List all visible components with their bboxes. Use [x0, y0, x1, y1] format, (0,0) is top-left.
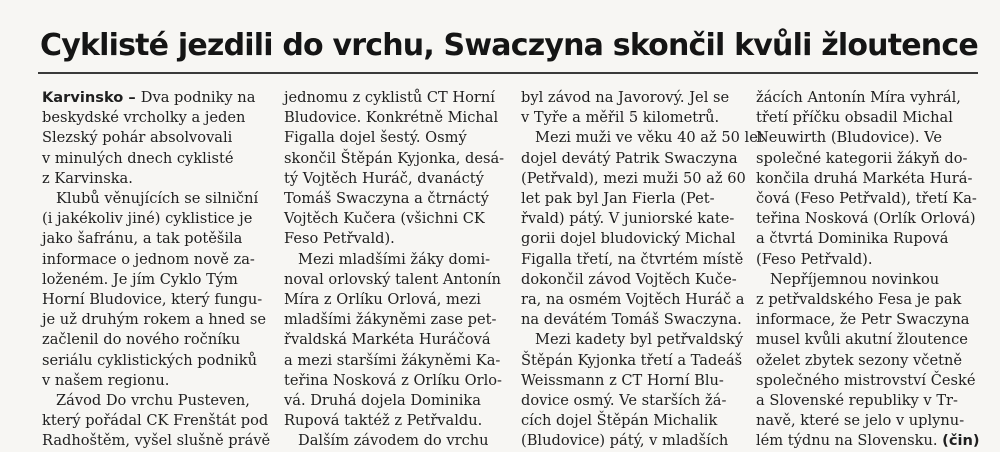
- line-text: Dva podniky na: [140, 89, 256, 106]
- line-text: Dalším závodem do vrchu: [298, 432, 489, 450]
- text-line: [42, 250, 270, 270]
- line-text: (Feso Petřvald).: [756, 250, 873, 268]
- headline-rule: [38, 72, 978, 74]
- line-text: v našem regionu.: [42, 371, 170, 389]
- line-text: dojel devátý Patrik Swaczyna: [521, 149, 738, 167]
- line-text: mladšími žákyněmi zase pet-: [284, 311, 497, 329]
- text-line: [756, 189, 980, 209]
- text-line: [42, 149, 270, 169]
- line-text: je už druhým rokem a hned se: [42, 311, 266, 329]
- text-line: [756, 169, 980, 189]
- dateline: Karvinsko –: [42, 89, 141, 106]
- text-line: [42, 431, 270, 451]
- line-text: Weissmann z CT Horní Blu-: [521, 371, 724, 389]
- article-paragraph: [521, 128, 764, 330]
- line-text: v Tyře a měřil 5 kilometrů.: [521, 109, 720, 127]
- line-text: jednomu z cyklistů CT Horní: [284, 89, 495, 106]
- line-text: gorii dojel bludovický Michal: [521, 230, 736, 248]
- line-text: lém týdnu na Slovensku.: [756, 432, 943, 450]
- line-text: společné kategorii žákyň do-: [756, 149, 968, 167]
- line-text: beskydské vrcholky a jeden: [42, 109, 246, 127]
- column-2: [284, 88, 504, 452]
- text-line: [284, 149, 504, 169]
- text-line: [521, 128, 764, 148]
- line-text: Figalla třetí, na čtvrtém místě: [521, 250, 744, 268]
- line-text: navě, které se jelo v uplynu-: [756, 412, 965, 430]
- line-text: Figalla dojel šestý. Osmý: [284, 129, 467, 147]
- line-text: a čtvrtá Dominika Rupová: [756, 230, 949, 248]
- article-paragraph: [42, 189, 270, 391]
- text-line: [521, 411, 764, 431]
- text-line: [284, 431, 504, 451]
- text-line: [42, 128, 270, 148]
- line-text: noval orlovský talent Antonín: [284, 270, 501, 288]
- line-text: (Petřvald), mezi muži 50 až 60: [521, 169, 746, 187]
- line-text: skončil Štěpán Kyjonka, desá-: [284, 149, 505, 167]
- line-text: Mezi muži ve věku 40 až 50 let: [535, 129, 764, 147]
- line-text: loženém. Je jím Cyklo Tým: [42, 270, 238, 288]
- text-line: [756, 229, 980, 249]
- text-line: [756, 411, 980, 431]
- line-text: Nepříjemnou novinkou: [770, 270, 940, 288]
- article-paragraph: [756, 270, 980, 432]
- text-line: [284, 310, 504, 330]
- line-text: a mezi staršími žákyněmi Ka-: [284, 351, 501, 369]
- line-text: Mezi kadety byl petřvaldský: [535, 331, 744, 349]
- line-text: řvald) pátý. V juniorské kate-: [521, 210, 735, 228]
- text-line: [521, 351, 764, 371]
- line-text: cích dojel Štěpán Michalik: [521, 412, 718, 430]
- text-line: [284, 371, 504, 391]
- line-text: Míra z Orlíku Orlová, mezi: [284, 291, 481, 309]
- line-text: dovice osmý. Ve starších žá-: [521, 392, 727, 410]
- text-line: [756, 431, 980, 451]
- line-text: na devátém Tomáš Swaczyna.: [521, 311, 742, 329]
- text-line: [521, 431, 764, 451]
- text-line: [521, 149, 764, 169]
- text-line: [284, 351, 504, 371]
- line-text: čová (Feso Petřvald), třetí Ka-: [756, 190, 977, 208]
- line-text: (Bludovice) pátý, v mladších: [521, 432, 729, 450]
- text-line: [42, 351, 270, 371]
- line-text: Rupová taktéž z Petřvaldu.: [284, 412, 483, 430]
- column-3: [521, 88, 764, 452]
- text-line: [756, 391, 980, 411]
- line-text: byl závod na Javorový. Jel se: [521, 89, 730, 106]
- text-line: [42, 270, 270, 290]
- text-line: [284, 88, 504, 108]
- text-line: [521, 169, 764, 189]
- text-line: [284, 229, 504, 249]
- line-text: vá. Druhá dojela Dominika: [284, 392, 481, 410]
- text-line: [284, 411, 504, 431]
- line-text: Feso Petřvald).: [284, 230, 395, 248]
- line-text: (i jakékoliv jiné) cyklistice je: [42, 210, 253, 228]
- text-line: [42, 108, 270, 128]
- text-line: [521, 330, 764, 350]
- text-line: [756, 310, 980, 330]
- text-line: [42, 189, 270, 209]
- line-text: teřina Nosková z Orlíku Orlo-: [284, 371, 502, 389]
- text-line: [284, 270, 504, 290]
- text-line: [521, 108, 764, 128]
- article-paragraph: [284, 88, 504, 250]
- text-line: [756, 351, 980, 371]
- text-line: [756, 290, 980, 310]
- line-text: seriálu cyklistických podniků: [42, 351, 258, 369]
- text-line: [521, 270, 764, 290]
- article-paragraph: [284, 431, 504, 451]
- text-line: [756, 330, 980, 350]
- line-text: ra, na osmém Vojtěch Huráč a: [521, 291, 745, 309]
- line-text: Mezi mladšími žáky domi-: [298, 250, 491, 268]
- line-text: Tomáš Swaczyna a čtrnáctý: [284, 190, 489, 208]
- text-line: [521, 290, 764, 310]
- line-text: který pořádal CK Frenštát pod: [42, 412, 269, 430]
- line-text: tý Vojtěch Huráč, dvanáctý: [284, 169, 484, 187]
- article-paragraph: [284, 250, 504, 432]
- text-line: [756, 149, 980, 169]
- line-text: Klubů věnujících se silniční: [56, 190, 259, 208]
- text-line: [521, 250, 764, 270]
- line-text: v minulých dnech cyklisté: [42, 149, 234, 167]
- text-line: [756, 128, 980, 148]
- text-line: [42, 411, 270, 431]
- text-line: [521, 391, 764, 411]
- text-line: [521, 371, 764, 391]
- line-text: Vojtěch Kučera (všichni CK: [284, 210, 485, 228]
- text-line: [521, 88, 764, 108]
- article-paragraph: [42, 391, 270, 452]
- text-line: [284, 189, 504, 209]
- line-text: teřina Nosková (Orlík Orlová): [756, 210, 976, 228]
- line-text: Horní Bludovice, který fungu-: [42, 291, 263, 309]
- line-text: a Slovenské republiky v Tr-: [756, 392, 958, 410]
- line-text: Bludovice. Konkrétně Michal: [284, 109, 499, 127]
- text-line: [42, 88, 270, 108]
- text-line: [756, 108, 980, 128]
- line-text: let pak byl Jan Fierla (Pet-: [521, 190, 715, 208]
- line-text: Radhoštěm, vyšel slušně právě: [42, 432, 271, 450]
- article-paragraph: [756, 431, 980, 451]
- article-paragraph: [756, 88, 980, 270]
- line-text: Štěpán Kyjonka třetí a Tadeáš: [521, 351, 743, 369]
- article-paragraph: [42, 88, 270, 189]
- text-line: [521, 189, 764, 209]
- text-line: [284, 330, 504, 350]
- text-line: [42, 209, 270, 229]
- line-text: třetí příčku obsadil Michal: [756, 109, 953, 127]
- line-text: oželet zbytek sezony včetně: [756, 351, 963, 369]
- line-text: žácích Antonín Míra vyhrál,: [756, 89, 961, 106]
- line-text: společného mistrovství České: [756, 371, 976, 389]
- author-signature: (čin): [942, 432, 980, 450]
- line-text: Slezský pohár absolvovali: [42, 129, 233, 147]
- text-line: [42, 330, 270, 350]
- line-text: končila druhá Markéta Hurá-: [756, 169, 973, 187]
- line-text: informace, že Petr Swaczyna: [756, 311, 970, 329]
- text-line: [756, 250, 980, 270]
- text-line: [42, 169, 270, 189]
- text-line: [42, 290, 270, 310]
- text-line: [521, 310, 764, 330]
- line-text: Závod Do vrchu Pusteven,: [56, 392, 250, 410]
- line-text: dokončil závod Vojtěch Kuče-: [521, 270, 737, 288]
- line-text: informace o jednom nově za-: [42, 250, 255, 268]
- line-text: jako šafránu, a tak potěšila: [42, 230, 243, 248]
- text-line: [284, 290, 504, 310]
- text-line: [284, 128, 504, 148]
- text-line: [756, 270, 980, 290]
- text-line: [42, 391, 270, 411]
- line-text: musel kvůli akutní žloutence: [756, 331, 968, 349]
- text-line: [42, 229, 270, 249]
- text-line: [284, 169, 504, 189]
- article-paragraph: [521, 88, 764, 128]
- line-text: řvaldská Markéta Huráčová: [284, 331, 491, 349]
- line-text: z petřvaldského Fesa je pak: [756, 291, 962, 309]
- column-4: [756, 88, 980, 452]
- text-line: [521, 209, 764, 229]
- line-text: Neuwirth (Bludovice). Ve: [756, 129, 942, 147]
- column-1: [42, 88, 270, 452]
- article-paragraph: [521, 330, 764, 451]
- text-line: [284, 209, 504, 229]
- text-line: [284, 108, 504, 128]
- text-line: [756, 88, 980, 108]
- text-line: [42, 310, 270, 330]
- article-headline: Cyklisté jezdili do vrchu, Swaczyna skončil kvůli žloutence: [40, 28, 978, 63]
- line-text: začlenil do nového ročníku: [42, 331, 241, 349]
- text-line: [756, 371, 980, 391]
- text-line: [521, 229, 764, 249]
- text-line: [284, 250, 504, 270]
- text-line: [756, 209, 980, 229]
- line-text: z Karvinska.: [42, 169, 133, 187]
- text-line: [42, 371, 270, 391]
- text-line: [284, 391, 504, 411]
